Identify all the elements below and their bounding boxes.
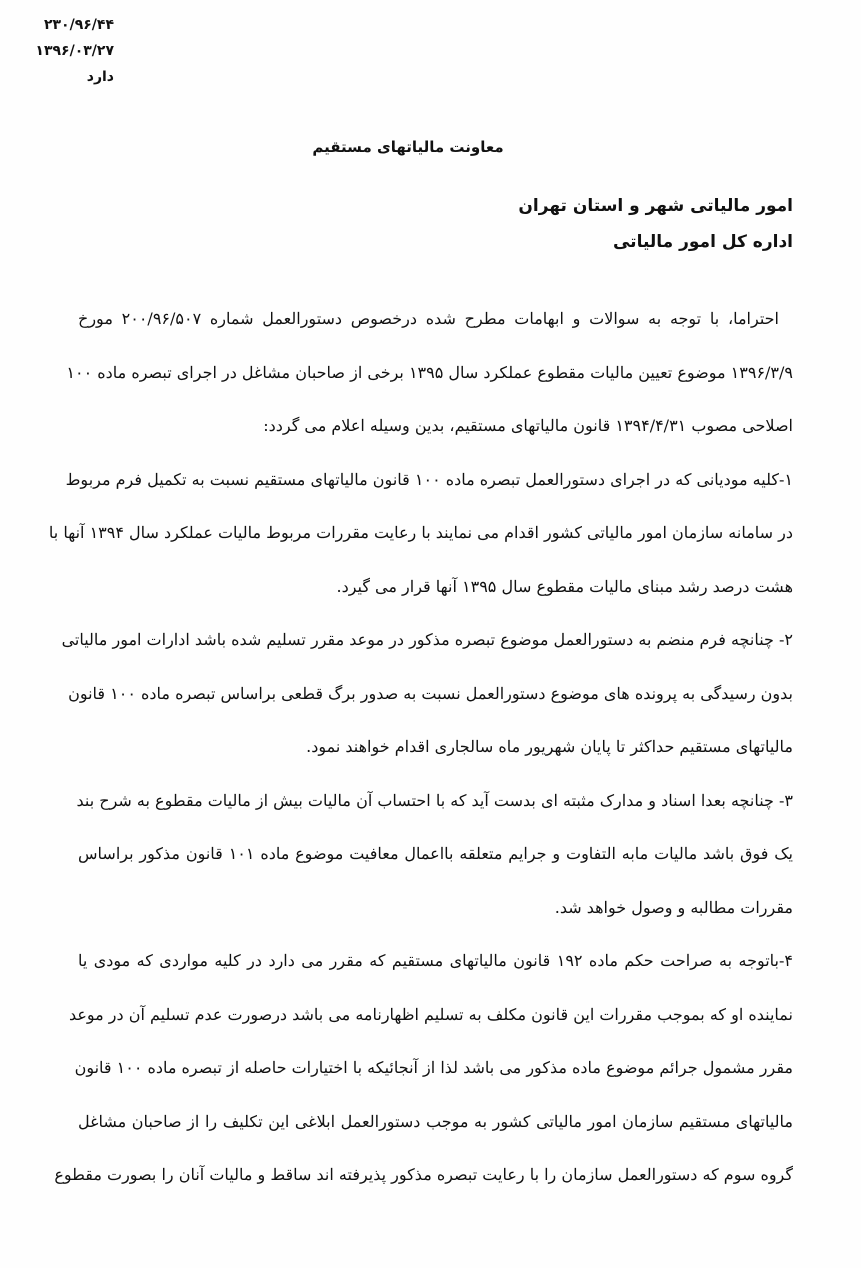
- text-line: ۱-کلیه مودیانی که در اجرای دستورالعمل تبصره ماده ۱۰۰ قانون مالیاتهای مستقیم نسبت به تکمیل فرم مربوط: [65, 469, 793, 489]
- clause-2: [61, 613, 793, 774]
- letter-number: ۲۳۰/۹۶/۴۴: [43, 17, 114, 33]
- recipient-line-2: اداره کل امور مالیاتی: [612, 232, 793, 252]
- text-line: بدون رسیدگی به پرونده های موضوع دستورالعمل نسبت به صدور برگ قطعی براساس تبصره ماده ۱۰۰ قانون: [68, 683, 793, 703]
- text-line: یک فوق باشد مالیات مابه التفاوت و جرایم متعلقه بااعمال معافیت موضوع ماده ۱۰۱ قانون مذکور براساس: [78, 844, 793, 863]
- clause-4: [54, 934, 794, 1202]
- intro-paragraph: [66, 292, 793, 453]
- text-line: ۱۳۹۶/۳/۹ موضوع تعیین مالیات مقطوع عملکرد سال ۱۳۹۵ برخی از صاحبان مشاغل در اجرای تبصره ماده ۱۰۰: [66, 362, 793, 382]
- deputy-title: معاونت مالیاتهای مستقیم: [312, 138, 504, 156]
- clause-3: [78, 774, 793, 935]
- text-line: مالیاتهای مستقیم حداکثر تا پایان شهریور ماه سالجاری اقدام خواهند نمود.: [306, 737, 793, 756]
- recipient-line-1: امور مالیاتی شهر و استان تهران: [518, 196, 793, 216]
- text-line: نماینده او که بموجب مقررات این قانون مکلف به تسلیم اظهارنامه می باشد درصورت عدم تسلیم آن در موعد: [68, 1004, 793, 1024]
- text-line: گروه سوم که دستورالعمل سازمان را با رعایت تبصره مذکور پذیرفته اند ساقط و مالیات آنان را بصورت مقطوع: [54, 1165, 793, 1184]
- letter-body: [48, 292, 794, 1202]
- text-line: مالیاتهای مستقیم سازمان امور مالیاتی کشور به موجب دستورالعمل ابلاغی این تکلیف را از صاحبان مشاغل: [78, 1111, 793, 1131]
- text-line: ۳- چنانچه بعدا اسناد و مدارک مثبته ای بدست آید که با احتساب آن مالیات بیش از مالیات مقطوع به شرح بند: [76, 790, 793, 810]
- text-line: ۴-باتوجه به صراحت حکم ماده ۱۹۲ قانون مالیاتهای مستقیم که مقرر می دارد در کلیه مواردی که مودی یا: [78, 951, 794, 970]
- text-line: مقررات مطالبه و وصول خواهد شد.: [554, 897, 793, 917]
- text-line: هشت درصد رشد مبنای مالیات مقطوع سال ۱۳۹۵ آنها قرار می گیرد.: [336, 576, 793, 596]
- text-line: ۲- چنانچه فرم منضم به دستورالعمل موضوع تبصره مذکور در موعد مقرر تسلیم شده باشد ادارات امور مالیاتی: [61, 630, 793, 649]
- text-line: اصلاحی مصوب ۱۳۹۴/۴/۳۱ قانون مالیاتهای مستقیم، بدین وسیله اعلام می گردد:: [263, 416, 793, 435]
- clause-1: [48, 453, 793, 614]
- letter-date: ۱۳۹۶/۰۳/۲۷: [35, 43, 114, 59]
- letter-attachment: دارد: [86, 69, 114, 85]
- text-line: در سامانه سازمان امور مالیاتی کشور اقدام می نمایند با رعایت مقررات مربوط مالیات عملکرد سال ۱۳۹۴ آنها با: [48, 523, 793, 542]
- recipient-block: [518, 188, 793, 260]
- text-line: مقرر مشمول جرائم موضوع ماده مذکور می باشد لذا از آنجائیکه با اختیارات حاصله از تبصره ماده ۱۰۰ قانون: [74, 1058, 793, 1077]
- letter-meta: [24, 12, 114, 90]
- text-line: احتراما، با توجه به سوالات و ابهامات مطرح شده درخصوص دستورالعمل شماره ۲۰۰/۹۶/۵۰۷ مورخ: [78, 309, 779, 328]
